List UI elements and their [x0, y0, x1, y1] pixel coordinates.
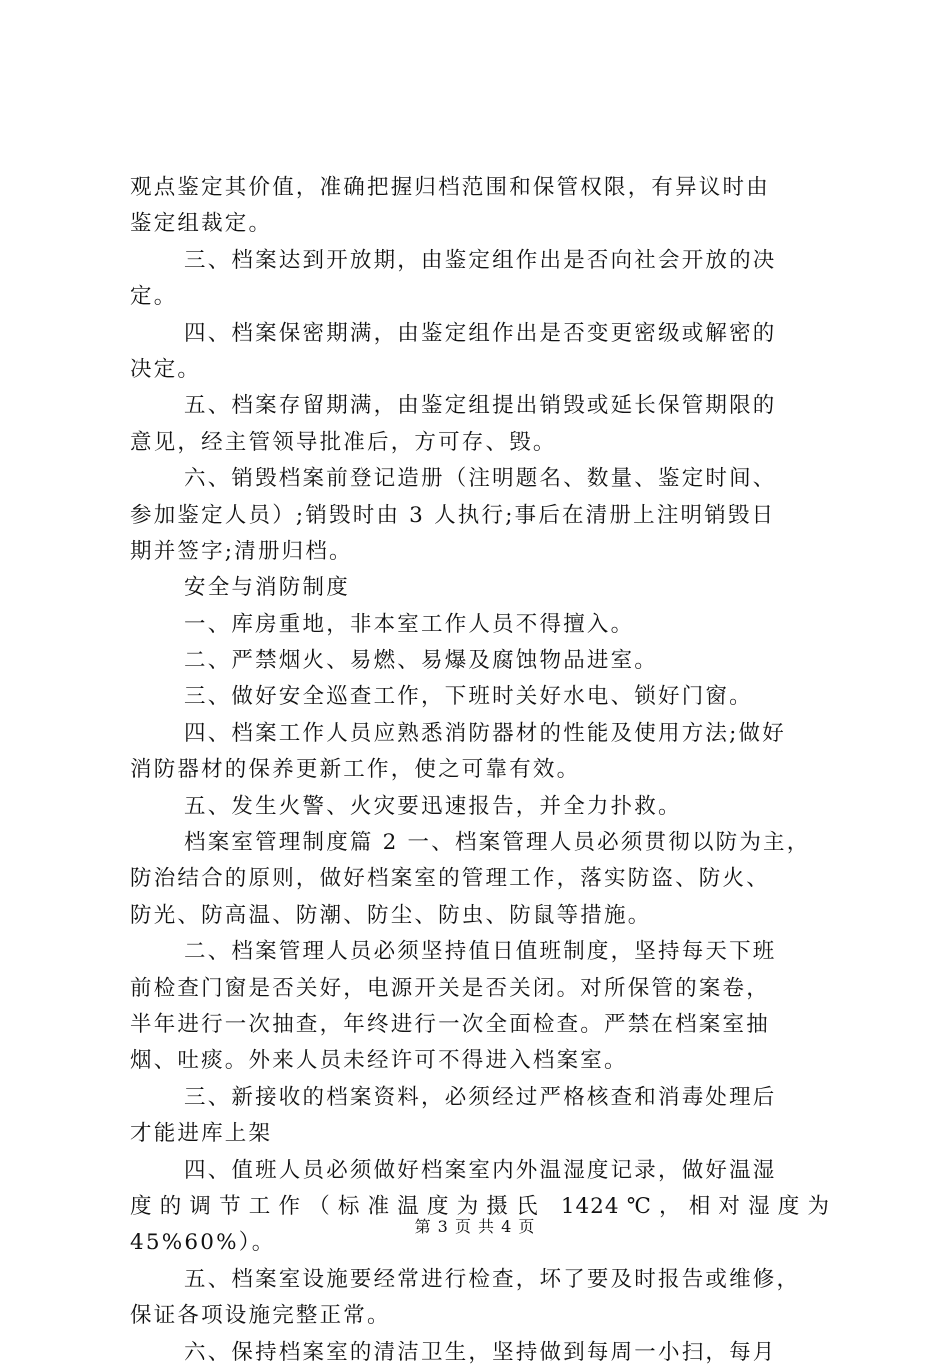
text-line: 档案室管理制度篇 2 一、档案管理人员必须贯彻以防为主， — [184, 830, 811, 856]
text-line: 防光、防高温、防潮、防尘、防虫、防鼠等措施。 — [130, 902, 652, 928]
text-line: 观点鉴定其价值，准确把握归档范围和保管权限，有异议时由 — [130, 175, 770, 200]
text-line: 四、值班人员必须做好档案室内外温湿度记录，做好温湿 — [184, 1157, 777, 1183]
text-line: 四、档案工作人员应熟悉消防器材的性能及使用方法;做好 — [184, 720, 786, 746]
text-line: 45%60%）。 — [130, 1230, 276, 1256]
text-line: 决定。 — [130, 356, 202, 382]
text-line: 五、发生火警、火灾要迅速报告，并全力扑救。 — [184, 793, 682, 819]
text-line: 二、严禁烟火、易燃、易爆及腐蚀物品进室。 — [184, 648, 659, 674]
text-line: 消防器材的保养更新工作，使之可靠有效。 — [130, 757, 581, 783]
text-line: 六、保持档案室的清洁卫生，坚持做到每周一小扫，每月 — [184, 1339, 777, 1365]
text-line: 五、档案室设施要经常进行检查，坏了要及时报告或维修， — [184, 1266, 801, 1292]
text-line: 半年进行一次抽查，年终进行一次全面检查。严禁在档案室抽 — [130, 1011, 770, 1037]
text-line: 安全与消防制度 — [184, 575, 350, 601]
text-line: 二、档案管理人员必须坚持值日值班制度，坚持每天下班 — [184, 939, 777, 965]
text-line: 鉴定组裁定。 — [130, 211, 273, 237]
text-line: 防治结合的原则，做好档案室的管理工作，落实防盗、防火、 — [130, 866, 770, 892]
text-line: 期并签字;清册归档。 — [130, 538, 353, 564]
text-line: 定。 — [130, 284, 178, 310]
text-line: 才能进库上架 — [130, 1121, 273, 1147]
text-line: 保证各项设施完整正常。 — [130, 1303, 391, 1329]
text-line: 四、档案保密期满，由鉴定组作出是否变更密级或解密的 — [184, 320, 777, 346]
text-line: 度的调节工作（标准温度为摄氏 1424℃，相对湿度为 — [130, 1193, 830, 1219]
text-line: 三、档案达到开放期，由鉴定组作出是否向社会开放的决 — [184, 247, 777, 273]
text-line: 一、库房重地，非本室工作人员不得擅入。 — [184, 611, 635, 637]
text-line: 参加鉴定人员）;销毁时由 3 人执行;事后在清册上注明销毁日 — [130, 502, 776, 528]
text-line: 三、做好安全巡查工作，下班时关好水电、锁好门窗。 — [184, 684, 753, 710]
text-line: 三、新接收的档案资料，必须经过严格核查和消毒处理后 — [184, 1084, 777, 1110]
document-body — [130, 170, 830, 1371]
text-line: 六、销毁档案前登记造册（注明题名、数量、鉴定时间、 — [184, 466, 777, 492]
text-line: 烟、吐痰。外来人员未经许可不得进入档案室。 — [130, 1048, 628, 1074]
text-line: 前检查门窗是否关好，电源开关是否关闭。对所保管的案卷， — [130, 975, 770, 1001]
text-line: 意见，经主管领导批准后，方可存、毁。 — [130, 429, 557, 455]
page-footer: 第 3 页 共 4 页 — [414, 1217, 536, 1236]
text-line: 五、档案存留期满，由鉴定组提出销毁或延长保管期限的 — [184, 393, 777, 419]
